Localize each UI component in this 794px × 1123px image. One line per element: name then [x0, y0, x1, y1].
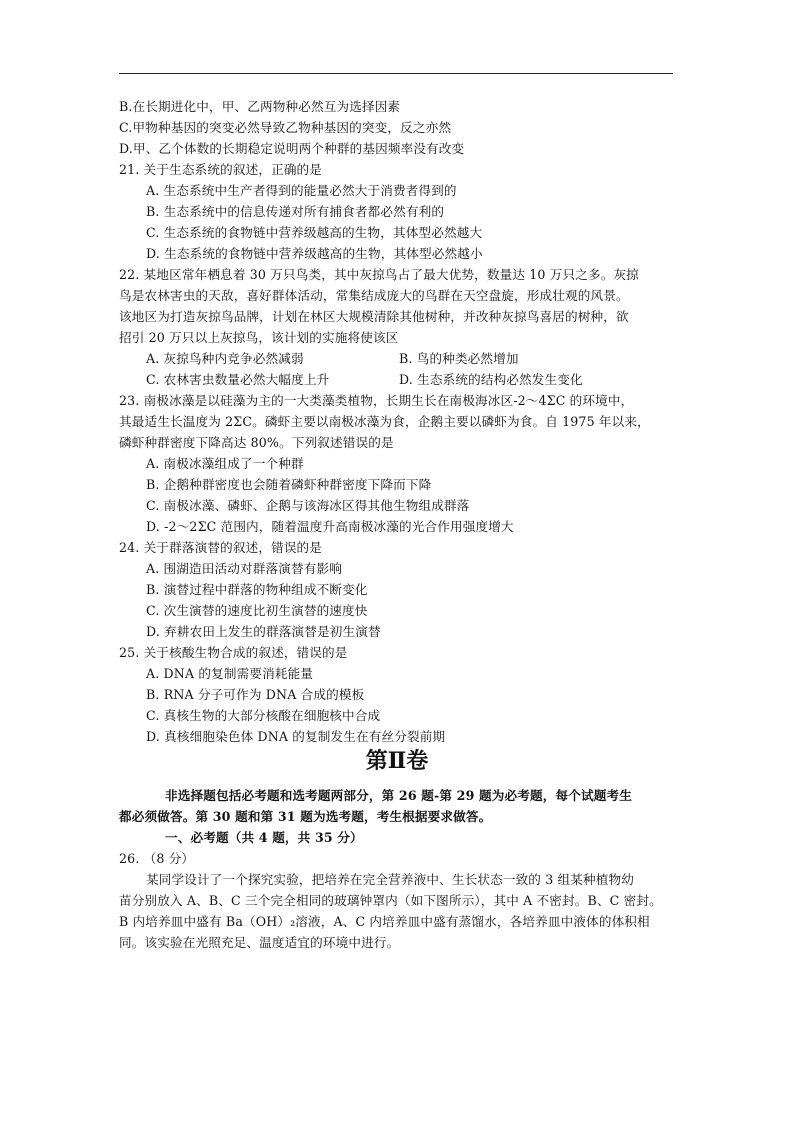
q23-stem-line1: 23. 南极冰藻是以硅藻为主的一大类藻类植物，长期生长在南极海冰区-2～4ΣC 的环境中， — [119, 393, 634, 408]
q24-stem: 24. 关于群落演替的叙述，错误的是 — [119, 540, 323, 555]
q22-option-a: A. 灰掠鸟种内竞争必然减弱 — [146, 351, 304, 366]
q21-option-b: B. 生态系统中的信息传递对所有捕食者都必然有利的 — [146, 204, 445, 219]
q22-stem-line2: 鸟是农林害虫的天敌，喜好群体活动，常集结成庞大的鸟群在天空盘旋，形成壮观的风景。 — [119, 288, 629, 303]
q25-stem: 25. 关于核酸生物合成的叙述，错误的是 — [119, 645, 348, 660]
q20-option-c: C.甲物种基因的突变必然导致乙物种基因的突变，反之亦然 — [119, 120, 452, 135]
q25-option-d: D. 真核细胞染色体 DNA 的复制发生在有丝分裂前期 — [146, 729, 446, 744]
q24-option-a: A. 围湖造田活动对群落演替有影响 — [146, 561, 342, 576]
q20-option-b: B.在长期进化中，甲、乙两物种必然互为选择因素 — [119, 99, 401, 114]
section-title: 第Ⅱ卷 — [365, 748, 429, 774]
section-intro-line2: 都必须做答。第 30 题和第 31 题为选考题，考生根据要求做答。 — [119, 809, 492, 824]
q26-body-line1: 某同学设计了一个探究实验，把培养在完全营养液中、生长状态一致的 3 组某种植物幼 — [146, 872, 634, 887]
q26-body-line4: 同。该实验在光照充足、温度适宜的环境中进行。 — [119, 935, 400, 950]
q23-option-a: A. 南极冰藻组成了一个种群 — [146, 456, 304, 471]
q22-stem-line1: 22. 某地区常年栖息着 30 万只鸟类，其中灰掠鸟占了最大优势，数量达 10 万只之多。灰掠 — [119, 267, 639, 282]
q24-option-d: D. 弃耕农田上发生的群落演替是初生演替 — [146, 624, 381, 639]
q23-option-c: C. 南极冰藻、磷虾、企鹅与该海冰区得其他生物组成群落 — [146, 498, 470, 513]
q23-option-b: B. 企鹅种群密度也会随着磷虾种群密度下降而下降 — [146, 477, 432, 492]
q22-stem-line4: 招引 20 万只以上灰掠鸟，该计划的实施将使该区 — [119, 330, 399, 345]
q21-option-a: A. 生态系统中生产者得到的能量必然大于消费者得到的 — [146, 183, 457, 198]
q26-body-line3: B 内培养皿中盛有 Ba（OH）₂溶液，A、C 内培养皿中盛有蒸馏水，各培养皿中液体的体积相 — [119, 914, 650, 929]
q22-option-c: C. 农林害虫数量必然大幅度上升 — [146, 372, 330, 387]
q21-stem: 21. 关于生态系统的叙述，正确的是 — [119, 162, 323, 177]
q23-stem-line2: 其最适生长温度为 2ΣC。磷虾主要以南极冰藻为食，企鹅主要以磷虾为食。自 1975 年以来， — [119, 414, 650, 429]
q26-body-line2: 苗分别放入 A、B、C 三个完全相同的玻璃钟罩内（如下图所示），其中 A 不密封。B、C 密封。 — [119, 893, 662, 908]
q23-stem-line3: 磷虾种群密度下降高达 80%。下列叙述错误的是 — [119, 435, 394, 450]
section-intro-line1: 非选择题包括必考题和选考题两部分，第 26 题-第 29 题为必考题，每个试题考生 — [165, 788, 632, 803]
q24-option-c: C. 次生演替的速度比初生演替的速度快 — [146, 603, 368, 618]
q21-option-c: C. 生态系统的食物链中营养级越高的生物，其体型必然越大 — [146, 225, 483, 240]
q24-option-b: B. 演替过程中群落的物种组成不断变化 — [146, 582, 368, 597]
header-rule — [119, 73, 673, 74]
q26-number: 26. （8 分） — [119, 851, 195, 866]
q23-option-d: D. -2～2ΣC 范围内，随着温度升高南极冰藻的光合作用强度增大 — [146, 519, 514, 534]
q25-option-c: C. 真核生物的大部分核酸在细胞核中合成 — [146, 708, 381, 723]
q22-option-b: B. 鸟的种类必然增加 — [399, 351, 519, 366]
q25-option-a: A. DNA 的复制需要消耗能量 — [146, 666, 314, 681]
q22-option-d: D. 生态系统的结构必然发生变化 — [399, 372, 583, 387]
q20-option-d: D.甲、乙个体数的长期稳定说明两个种群的基因频率没有改变 — [119, 141, 465, 156]
q22-stem-line3: 该地区为打造灰掠鸟品牌，计划在林区大规模清除其他树种，并改种灰掠鸟喜居的树种，欲 — [119, 309, 629, 324]
q21-option-d: D. 生态系统的食物链中营养级越高的生物，其体型必然越小 — [146, 246, 483, 261]
q25-option-b: B. RNA 分子可作为 DNA 合成的模板 — [146, 687, 365, 702]
subsection-title: 一、必考题（共 4 题，共 35 分） — [165, 830, 363, 845]
